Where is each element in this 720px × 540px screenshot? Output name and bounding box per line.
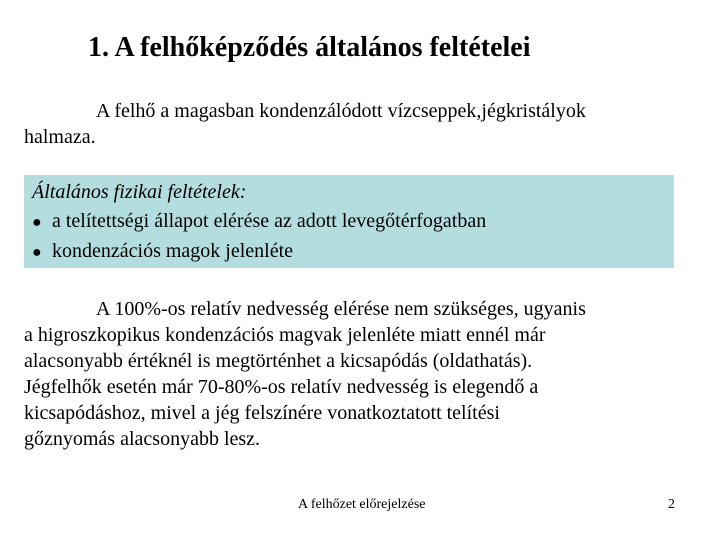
conditions-item: [32, 237, 666, 267]
paragraph-line: A 100%-os relatív nedvesség elérése nem szükséges, ugyanis: [96, 298, 586, 320]
intro-line-2: halmaza.: [24, 126, 96, 148]
paragraph-line: alacsonyabb értéknél is megtörténhet a kicsapódás (oldathatás).: [24, 350, 533, 372]
intro-line-1: A felhő a magasban kondenzálódott vízcseppek,jégkristályok: [96, 100, 586, 122]
bullet-icon: ●: [32, 244, 42, 261]
conditions-box: [24, 175, 674, 268]
footer-text: A felhőzet előrejelzése: [298, 497, 426, 512]
conditions-item: [32, 207, 666, 237]
paragraph-line: a higroszkopikus kondenzációs magvak jelenléte miatt ennél már: [24, 324, 546, 346]
paragraph-line: gőznyomás alacsonyabb lesz.: [24, 428, 261, 450]
conditions-item-text: kondenzációs magok jelenléte: [52, 240, 294, 262]
page-number: 2: [668, 497, 675, 512]
conditions-item-text: a telítettségi állapot elérése az adott levegőtérfogatban: [52, 210, 487, 232]
paragraph-line: kicsapódáshoz, mivel a jég felszínére vonatkoztatott telítési: [24, 402, 500, 424]
intro-text: [24, 98, 696, 150]
conditions-heading: Általános fizikai feltételek:: [32, 181, 247, 203]
paragraph-line: Jégfelhők esetén már 70-80%-os relatív nedvesség is elegendő a: [24, 376, 539, 398]
slide-title: 1. A felhőképződés általános feltételei: [88, 32, 531, 63]
body-paragraph: [24, 296, 684, 452]
bullet-icon: ●: [32, 214, 42, 231]
